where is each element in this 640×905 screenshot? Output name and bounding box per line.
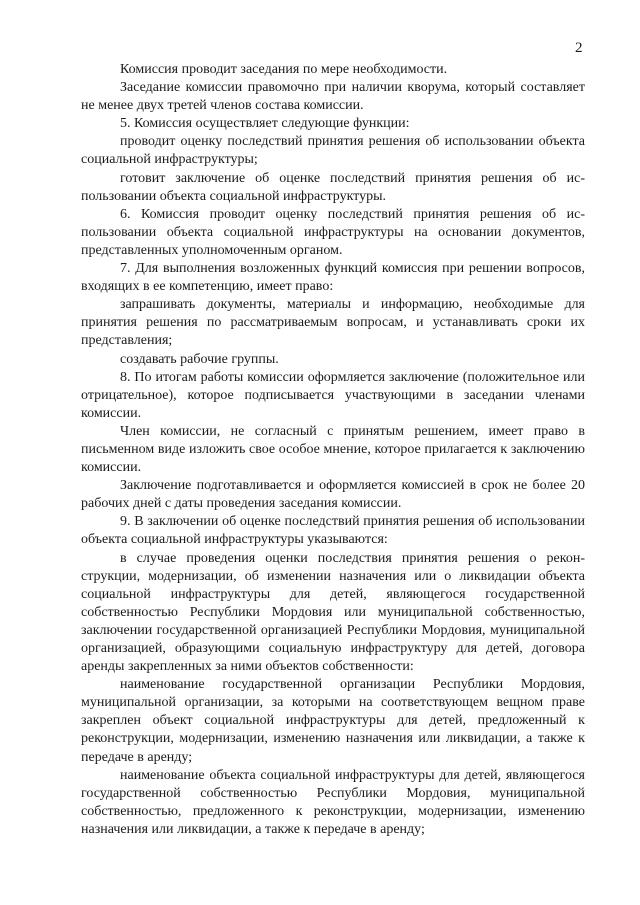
paragraph-4: проводит оценку последствий принятия решения об использовании объекта социальной инфраструктуры; xyxy=(81,134,585,168)
page-number: 2 xyxy=(575,40,583,56)
paragraph-15: наименование государственной организации Республики Мордовия, муниципальной организации, за которыми на соответствующем вещном праве закреплен объект социальной инфраструктуры для детей, предложенный к реконструкции, модернизации, изменению назначения или ликвидации, а также к передаче в аренду; xyxy=(81,677,585,765)
paragraph-6: 6. Комиссия проводит оценку последствий принятия решения об использовании объекта социальной инфраструктуры на основании документов, представленных уполномоченным органом. xyxy=(81,206,585,258)
paragraph-9: создавать рабочие группы. xyxy=(120,351,279,367)
paragraph-3: 5. Комиссия осуществляет следующие функции: xyxy=(120,116,410,132)
paragraph-2: Заседание комиссии правомочно при наличии кворума, который составляет не менее двух третей членов состава комиссии. xyxy=(81,80,585,114)
paragraph-7: 7. Для выполнения возложенных функций комиссия при решении вопросов, входящих в ее компетенцию, имеет право: xyxy=(81,261,585,295)
paragraph-14: в случае проведения оценки последствия принятия решения о реконструкции, модернизации, об изменении назначения или о ликвидации объекта социальной инфраструктуры для детей, являющегося государственной собственностью Республики Мордовия или муниципальной собственностью, заключении государственной организацией Республики Мордовия, муниципальной организацией, образующими социальную инфраструктуру для детей, договора аренды закрепленных за ними объектов собственности: xyxy=(81,550,585,675)
paragraph-13: 9. В заключении об оценке последствий принятия решения об использовании объекта социальной инфраструктуры указываются: xyxy=(81,514,585,548)
paragraph-12: Заключение подготавливается и оформляется комиссией в срок не более 20 рабочих дней с даты проведения заседания комиссии. xyxy=(81,478,585,512)
document-body xyxy=(81,61,585,839)
paragraph-10: 8. По итогам работы комиссии оформляется заключение (положительное или отрицательное), которое подписывается участвующими в заседании членами комиссии. xyxy=(81,369,585,421)
paragraph-11: Член комиссии, не согласный с принятым решением, имеет право в письменном виде изложить свое особое мнение, которое прилагается к заключению комиссии. xyxy=(81,423,585,476)
paragraph-1: Комиссия проводит заседания по мере необходимости. xyxy=(120,62,448,77)
paragraph-5: готовит заключение об оценке последствий принятия решения об использовании объекта социальной инфраструктуры. xyxy=(81,170,585,204)
paragraph-8: запрашивать документы, материалы и информацию, необходимые для принятия решения по рассматриваемым вопросам, и устанавливать сроки их представления; xyxy=(81,297,585,349)
paragraph-16: наименование объекта социальной инфраструктуры для детей, являющегося государственной собственностью Республики Мордовия, муниципальной собственностью, предложенного к реконструкции, модернизации, изменению назначения или ликвидации, а также к передаче в аренду; xyxy=(81,767,585,837)
